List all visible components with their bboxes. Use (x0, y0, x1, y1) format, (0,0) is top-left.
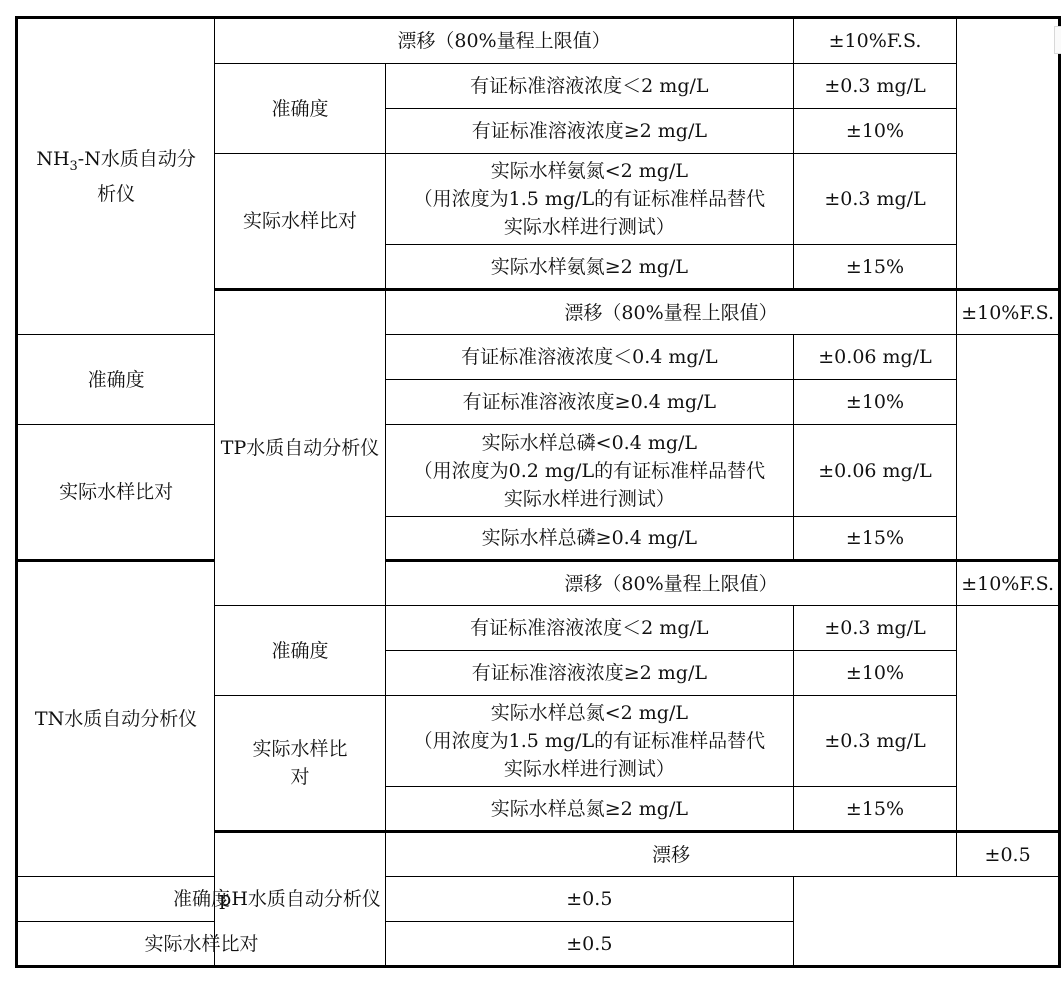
table-row (17, 922, 1060, 967)
accuracy-label: 准确度 (17, 335, 215, 425)
drift-value: ±10%F.S. (957, 290, 1060, 335)
page-edge-tab (1054, 26, 1061, 54)
accuracy-condition: 有证标准溶液浓度＜0.4 mg/L (385, 335, 793, 380)
compare-value: ±15% (793, 787, 956, 832)
instrument-name: pH水质自动分析仪 (219, 888, 381, 910)
accuracy-value: ±0.06 mg/L (793, 335, 956, 380)
instrument-cell (17, 18, 215, 335)
accuracy-value: ±10% (793, 380, 956, 425)
accuracy-condition: 有证标准溶液浓度≥2 mg/L (385, 109, 793, 154)
compare-condition: 实际水样总氮<2 mg/L （用浓度为1.5 mg/L的有证标准样品替代 实际水样进行测试） (385, 696, 793, 787)
instrument-name: TP水质自动分析仪 (220, 437, 380, 459)
instrument-name: TN水质自动分析仪 (34, 708, 198, 730)
accuracy-condition: 有证标准溶液浓度＜2 mg/L (385, 606, 793, 651)
compare-condition: 实际水样氨氮≥2 mg/L (385, 245, 793, 290)
compare-value: ±0.3 mg/L (793, 154, 956, 245)
accuracy-condition: 有证标准溶液浓度≥0.4 mg/L (385, 380, 793, 425)
compare-label: 实际水样比对 (215, 154, 386, 290)
performance-spec-table (15, 16, 1061, 968)
drift-value: ±10%F.S. (793, 18, 956, 64)
instrument-name: $NH_3-N$水质自动分 (36, 147, 196, 174)
table-row (17, 18, 1060, 64)
ph-accuracy-value: ±0.5 (385, 877, 793, 922)
compare-value: ±15% (793, 517, 956, 561)
accuracy-label: 准确度 (215, 64, 386, 154)
ph-drift-label: 漂移 (385, 832, 956, 877)
ph-compare-value: ±0.5 (385, 922, 793, 967)
compare-value: ±15% (793, 245, 956, 290)
table-row (17, 877, 1060, 922)
compare-value: ±0.06 mg/L (793, 425, 956, 517)
instrument-cell (17, 561, 215, 877)
drift-label: 漂移（80%量程上限值） (385, 290, 956, 335)
ph-drift-value: ±0.5 (957, 832, 1060, 877)
compare-condition: 实际水样总磷<0.4 mg/L （用浓度为0.2 mg/L的有证标准样品替代 实际水样进行测试） (385, 425, 793, 517)
ph-compare-label: 实际水样比对 (17, 922, 386, 967)
compare-condition: 实际水样总氮≥2 mg/L (385, 787, 793, 832)
accuracy-condition: 有证标准溶液浓度≥2 mg/L (385, 651, 793, 696)
table-row (17, 561, 1060, 606)
compare-label: 实际水样比对 (17, 425, 215, 561)
drift-label: 漂移（80%量程上限值） (385, 561, 956, 606)
accuracy-value: ±0.3 mg/L (793, 606, 956, 651)
accuracy-label: 准确度 (215, 606, 386, 696)
accuracy-value: ±0.3 mg/L (793, 64, 956, 109)
ph-accuracy-label: 准确度 (17, 877, 386, 922)
drift-label: 漂移（80%量程上限值） (215, 18, 794, 64)
compare-condition: 实际水样总磷≥0.4 mg/L (385, 517, 793, 561)
accuracy-value: ±10% (793, 651, 956, 696)
compare-condition: 实际水样氨氮<2 mg/L （用浓度为1.5 mg/L的有证标准样品替代 实际水样进行测试） (385, 154, 793, 245)
compare-value: ±0.3 mg/L (793, 696, 956, 787)
table-row (17, 335, 1060, 380)
compare-label: 实际水样比 对 (215, 696, 386, 832)
instrument-cell (215, 290, 386, 606)
accuracy-condition: 有证标准溶液浓度＜2 mg/L (385, 64, 793, 109)
accuracy-value: ±10% (793, 109, 956, 154)
instrument-name-line2: 析仪 (97, 183, 136, 206)
drift-value: ±10%F.S. (957, 561, 1060, 606)
table-row (17, 425, 1060, 517)
spec-table-container (15, 16, 1061, 968)
